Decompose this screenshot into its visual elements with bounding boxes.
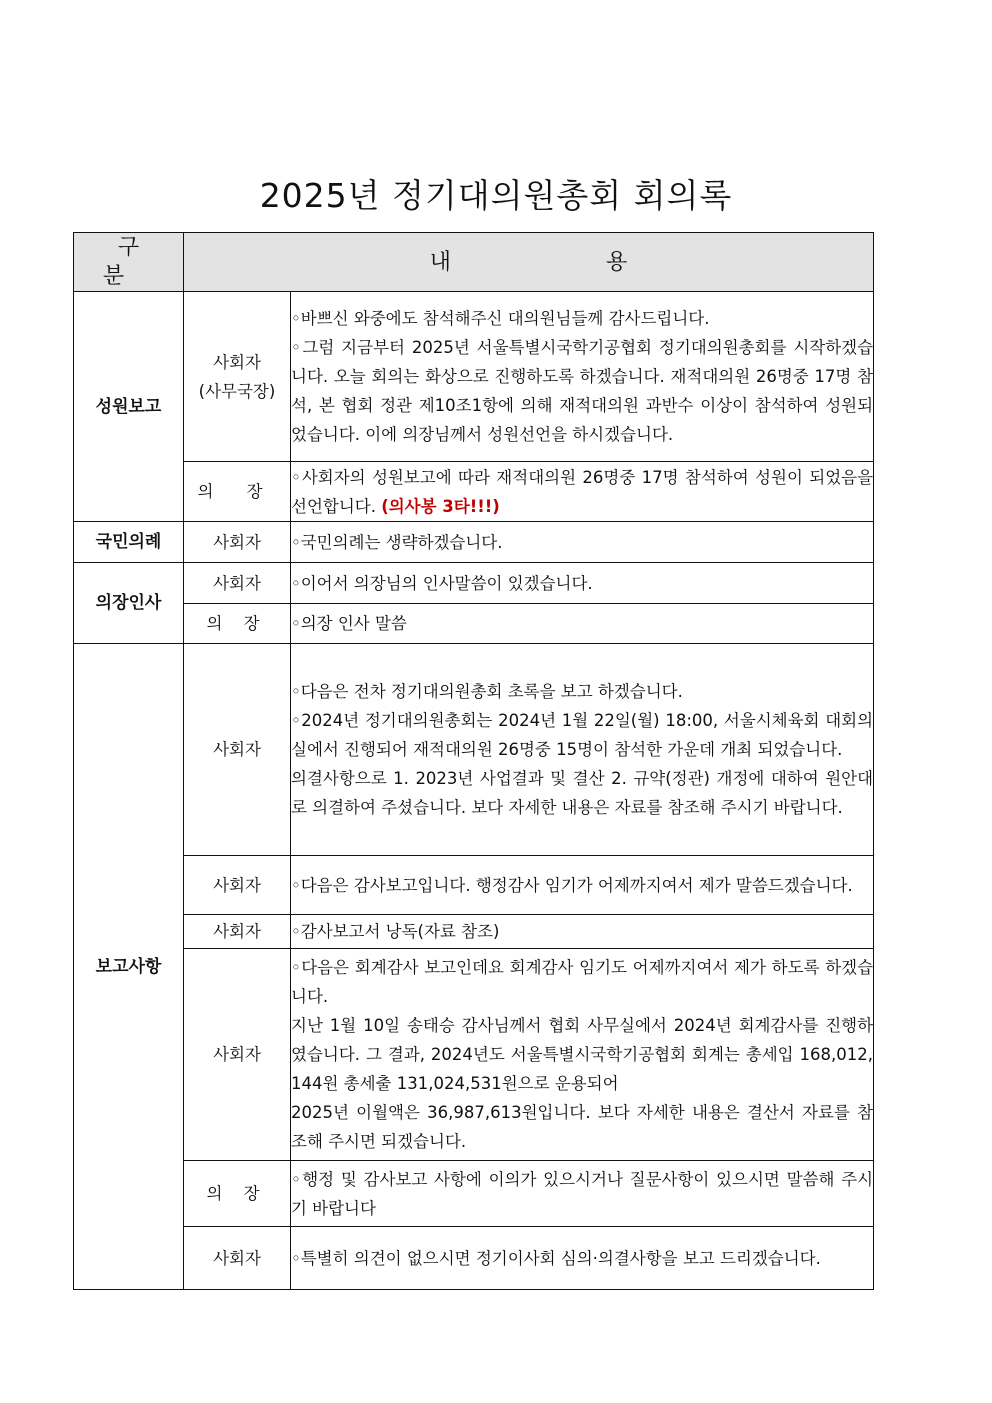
- content-line: ◦다음은 회계감사 보고인데요 회계감사 임기도 어제까지여서 제가 하도록 하겠습니다.: [291, 958, 874, 1006]
- content-cell: [291, 644, 874, 856]
- speaker-cell: [184, 604, 291, 644]
- section-label: 국민의례: [74, 522, 184, 563]
- content-line: 의결사항으로 1. 2023년 사업결과 및 결산 2. 규약(정관) 개정에 대하여 원안대로 의결하여 주셨습니다. 보다 자세한 내용은 자료를 참조해 주시기 바랍니다.: [291, 769, 874, 817]
- content-line: ◦그럼 지금부터 2025년 서울특별시국학기공협회 정기대의원총회를 시작하겠습니다. 오늘 회의는 화상으로 진행하도록 하겠습니다. 재적대의원 26명중 17명 참석, 본 협회 정관 제10조1항에 의해 재적대의원 과반수 이상이 참석하여 성원되었습니다. 이에 의장님께서 성원선언을 하시겠습니다.: [291, 338, 874, 444]
- gavel-note: (의사봉 3타!!!): [381, 496, 500, 516]
- table-row: [74, 949, 874, 1161]
- section-label: 의장인사: [74, 563, 184, 644]
- content-line: 지난 1월 10일 송태승 감사님께서 협회 사무실에서 2024년 회계감사를 진행하였습니다. 그 결과, 2024년도 서울특별시국학기공협회 회계는 총세입 168,012,144원 총세출 131,024,531원으로 운용되어: [291, 1016, 874, 1093]
- section-label: 성원보고: [74, 292, 184, 522]
- content-cell: ◦특별히 의견이 없으시면 정기이사회 심의·의결사항을 보고 드리겠습니다.: [291, 1227, 874, 1290]
- content-line: 2025년 이월액은 36,987,613원입니다. 보다 자세한 내용은 결산서 자료를 참조해 주시면 되겠습니다.: [291, 1103, 874, 1151]
- speaker-label: 사회자: [184, 644, 291, 856]
- speaker-sublabel: (사무국장): [198, 381, 276, 401]
- table-header-row: [74, 233, 874, 292]
- speaker-cell: [184, 1161, 291, 1227]
- content-cell: ◦이어서 의장님의 인사말씀이 있겠습니다.: [291, 563, 874, 604]
- content-cell: ◦다음은 감사보고입니다. 행정감사 임기가 어제까지여서 제가 말씀드겠습니다.: [291, 856, 874, 915]
- content-line: ◦바쁘신 와중에도 참석해주신 대의원님들께 감사드립니다.: [291, 309, 710, 328]
- speaker-label: 사회자: [184, 1227, 291, 1290]
- section-label: 보고사항: [74, 644, 184, 1290]
- speaker-label: 의 장: [206, 1184, 268, 1203]
- document-title: 2025년 정기대의원총회 회의록: [259, 176, 733, 215]
- content-cell: ◦국민의례는 생략하겠습니다.: [291, 522, 874, 563]
- table-row: [74, 604, 874, 644]
- table-row: [74, 1227, 874, 1290]
- speaker-label: 사회자: [184, 522, 291, 563]
- content-cell: ◦감사보고서 낭독(자료 참조): [291, 915, 874, 949]
- table-row: [74, 462, 874, 522]
- table-row: [74, 856, 874, 915]
- header-category: 구분: [74, 233, 184, 292]
- content-line: ◦다음은 전차 정기대의원총회 초록을 보고 하겠습니다.: [291, 682, 683, 701]
- speaker-label: 사회자: [184, 856, 291, 915]
- content-cell: ◦행정 및 감사보고 사항에 이의가 있으시거나 질문사항이 있으시면 말씀해 주시기 바랍니다: [291, 1161, 874, 1227]
- content-cell: ◦의장 인사 말씀: [291, 604, 874, 644]
- content-cell: [291, 462, 874, 522]
- speaker-label: 사회자: [184, 949, 291, 1161]
- content-cell: [291, 292, 874, 462]
- table-row: [74, 644, 874, 856]
- header-content: 내용: [184, 233, 874, 292]
- speaker-label: 사회자: [184, 915, 291, 949]
- speaker-cell: [184, 462, 291, 522]
- table-row: [74, 292, 874, 462]
- content-line: ◦2024년 정기대의원총회는 2024년 1월 22일(월) 18:00, 서울시체육회 대회의실에서 진행되어 재적대의원 26명중 15명이 참석한 가운데 개최 되었습니다.: [291, 711, 874, 759]
- speaker-label: 의 장: [206, 614, 268, 633]
- table-row: [74, 563, 874, 604]
- minutes-table: [73, 232, 874, 1290]
- table-row: [74, 1161, 874, 1227]
- table-row: [74, 522, 874, 563]
- speaker-cell: [184, 292, 291, 462]
- speaker-label: 사회자: [213, 352, 261, 372]
- speaker-label: 사회자: [184, 563, 291, 604]
- content-text: ◦사회자의 성원보고에 따라 재적대의원 26명중 17명 참석하여 성원이 되었음을 선언합니다.: [291, 467, 874, 516]
- content-cell: [291, 949, 874, 1161]
- table-row: [74, 915, 874, 949]
- speaker-label: 의 장: [197, 482, 277, 501]
